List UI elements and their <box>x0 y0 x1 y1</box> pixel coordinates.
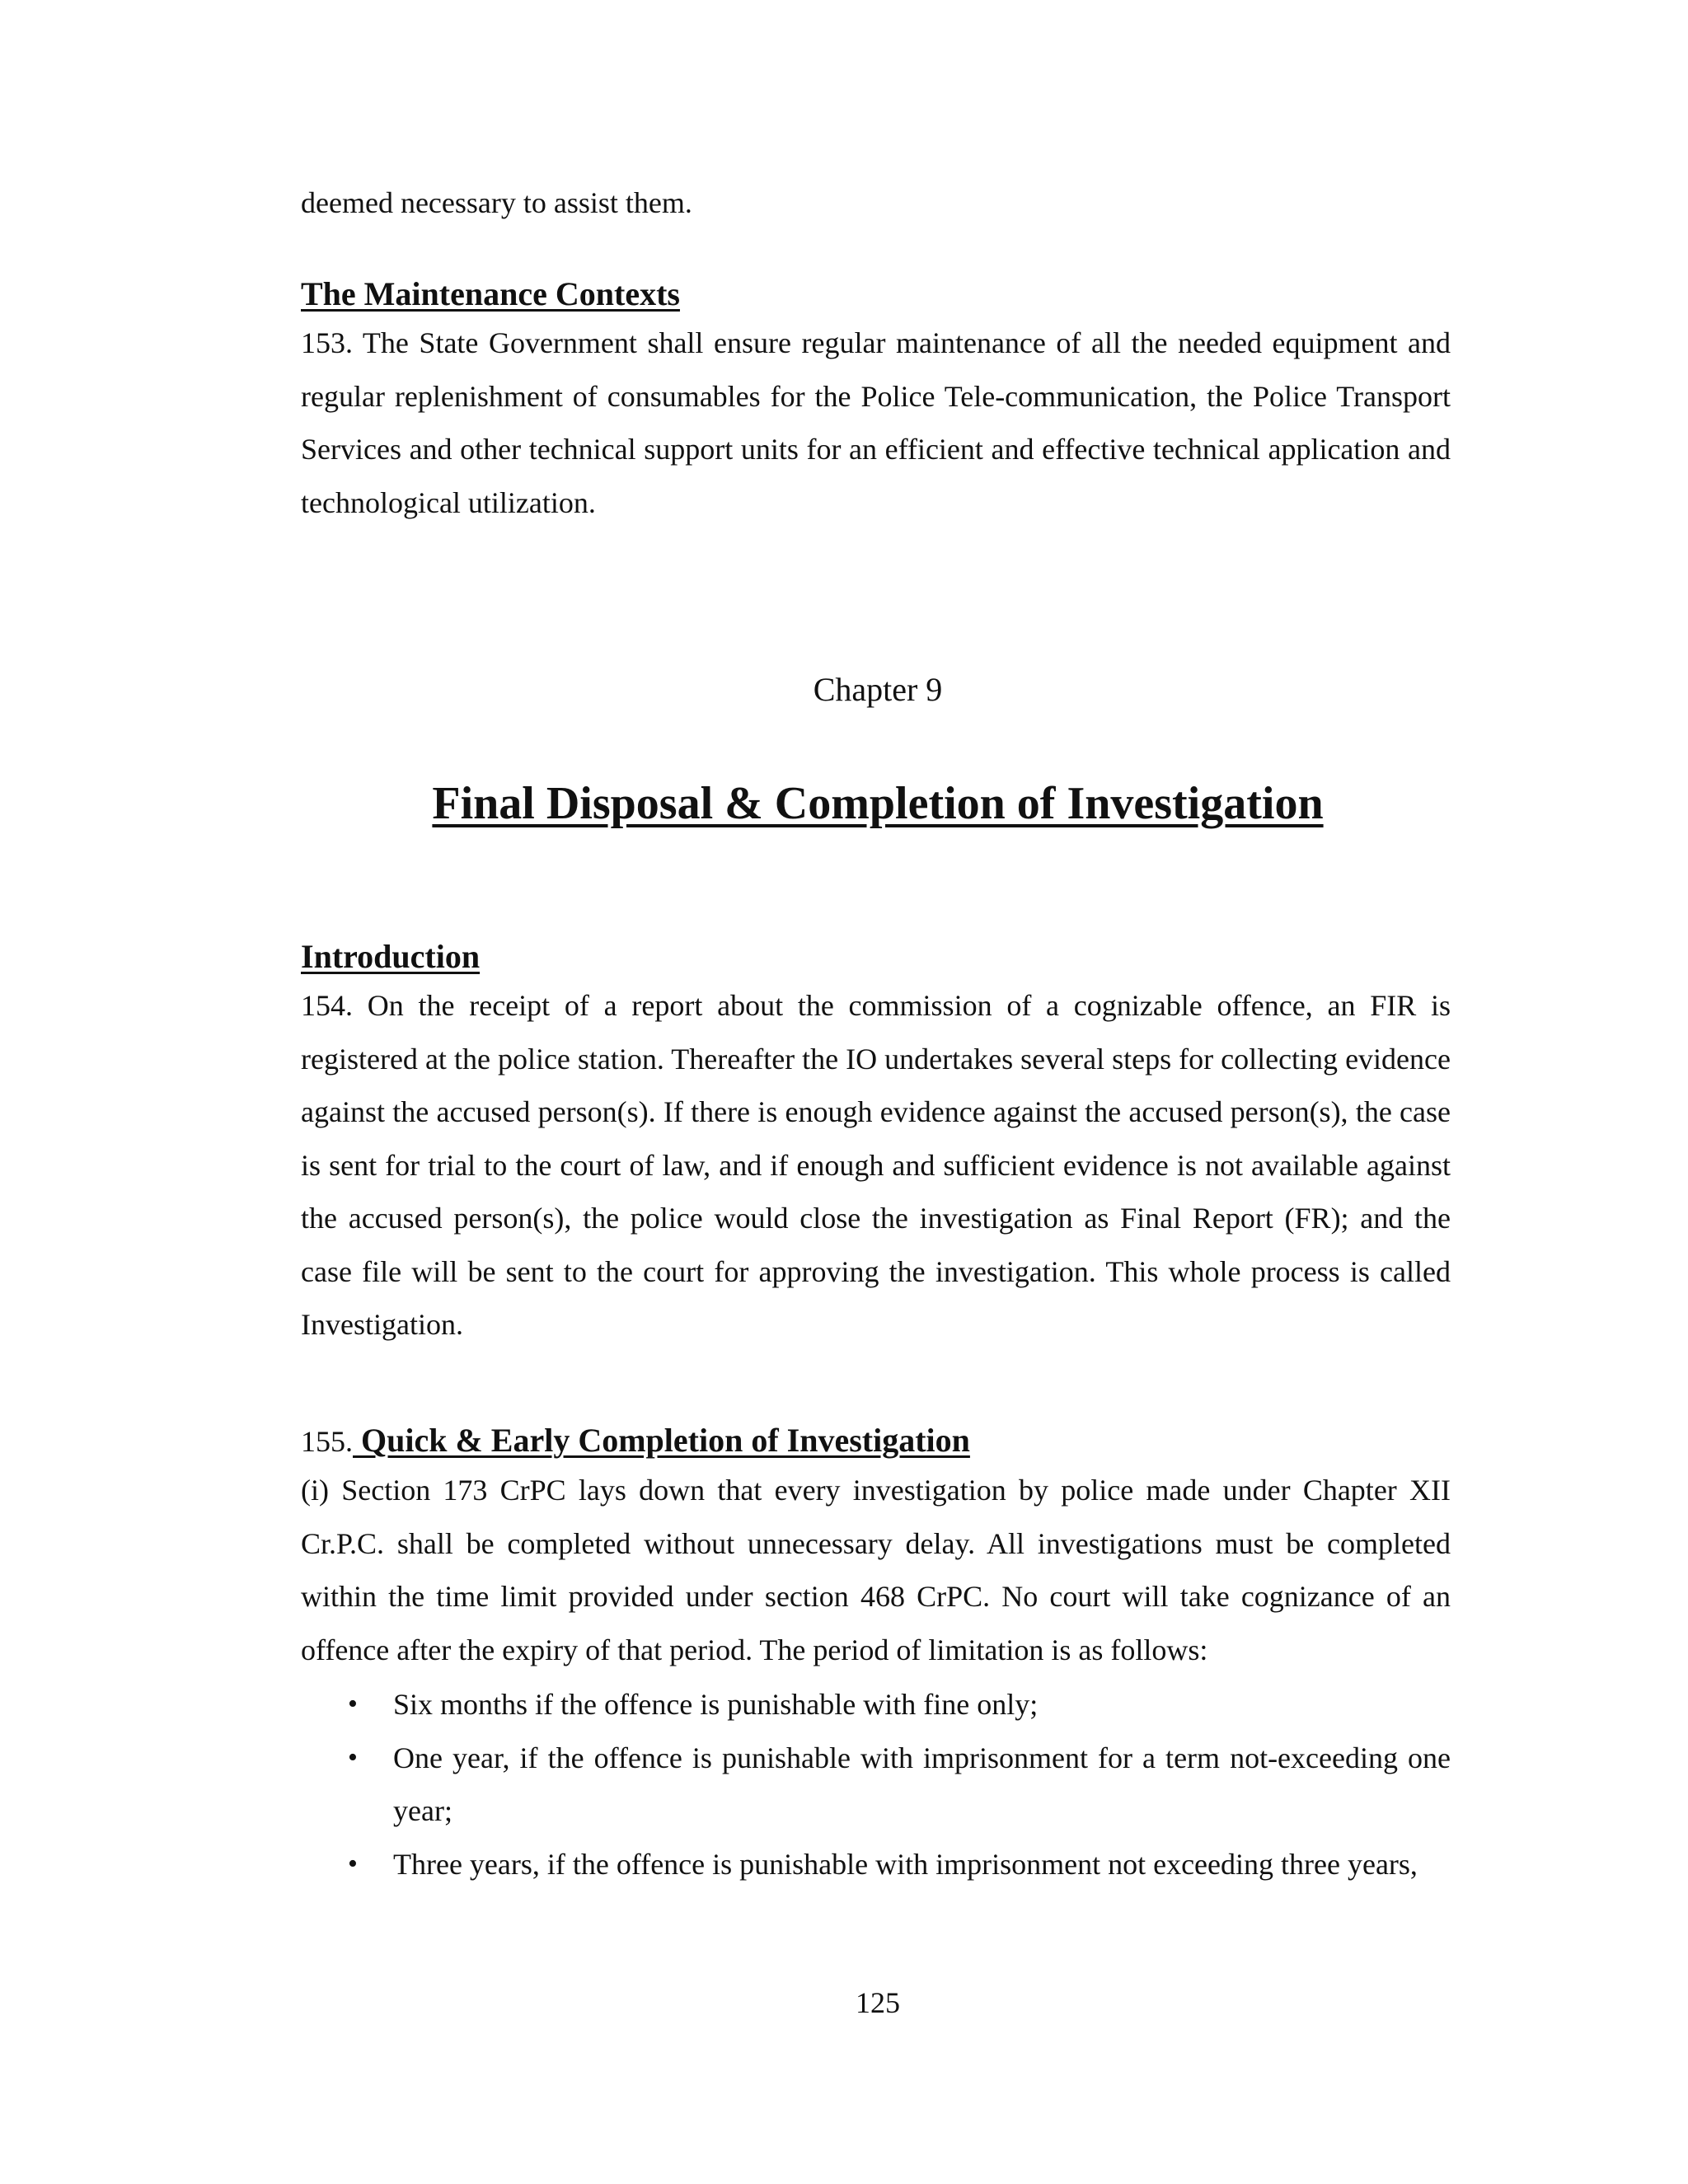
completion-section <box>301 1420 1451 1891</box>
introduction-heading: Introduction <box>301 938 481 975</box>
chapter-label: Chapter 9 <box>813 671 943 708</box>
paragraph-154: 154. On the receipt of a report about the commission of a cognizable offence, an FIR is registered at the police station. Thereafter the IO undertakes several steps for collecting evidence against the accused person(s). If there is enough evidence against the accused person(s), the case is sent for trial to the court of law, and if enough and sufficient evidence is not available against the accused person(s), the police would close the investigation as Final Report (FR); and the case file will be sent to the court for approving the investigation. This whole process is called Investigation. <box>301 989 1451 1341</box>
list-item <box>301 1678 1451 1732</box>
completion-heading: Quick & Early Completion of Investigation <box>353 1422 970 1459</box>
section-number: 155. <box>301 1425 353 1458</box>
continued-text-block <box>301 176 1451 230</box>
continued-paragraph: deemed necessary to assist them. <box>301 186 692 219</box>
maintenance-heading: The Maintenance Contexts <box>301 275 680 312</box>
list-item-text: Six months if the offence is punishable with fine only; <box>393 1688 1039 1721</box>
section-155-heading-line <box>301 1420 1451 1462</box>
maintenance-section <box>301 274 1451 529</box>
bullet-icon: • <box>348 1741 358 1773</box>
chapter-title: Final Disposal & Completion of Investigation <box>432 778 1324 829</box>
bullet-icon: • <box>348 1689 358 1719</box>
paragraph-155-i: (i) Section 173 CrPC lays down that every investigation by police made under Chapter XII Cr.P.C. shall be completed without unnecessary delay. All investigations must be completed within the time limit provided under section 468 CrPC. No court will take cognizance of an offence after the expiry of that period. The period of limitation is as follows: <box>301 1474 1451 1666</box>
list-item-text: One year, if the offence is punishable with imprisonment for a term not-exceeding one year; <box>393 1741 1451 1827</box>
list-item <box>301 1838 1451 1891</box>
list-item-text: Three years, if the offence is punishable with imprisonment not exceeding three years, <box>393 1847 1418 1881</box>
bullet-icon: • <box>348 1848 358 1879</box>
list-item <box>301 1732 1451 1838</box>
limitation-list <box>301 1678 1451 1891</box>
introduction-section <box>301 936 1451 1352</box>
page-number: 125 <box>856 1986 900 2019</box>
paragraph-153: 153. The State Government shall ensure regular maintenance of all the needed equipment and regular replenishment of consumables for the Police Tele-communication, the Police Transport Services and other technical support units for an efficient and effective technical application and technological utilization. <box>301 326 1451 519</box>
